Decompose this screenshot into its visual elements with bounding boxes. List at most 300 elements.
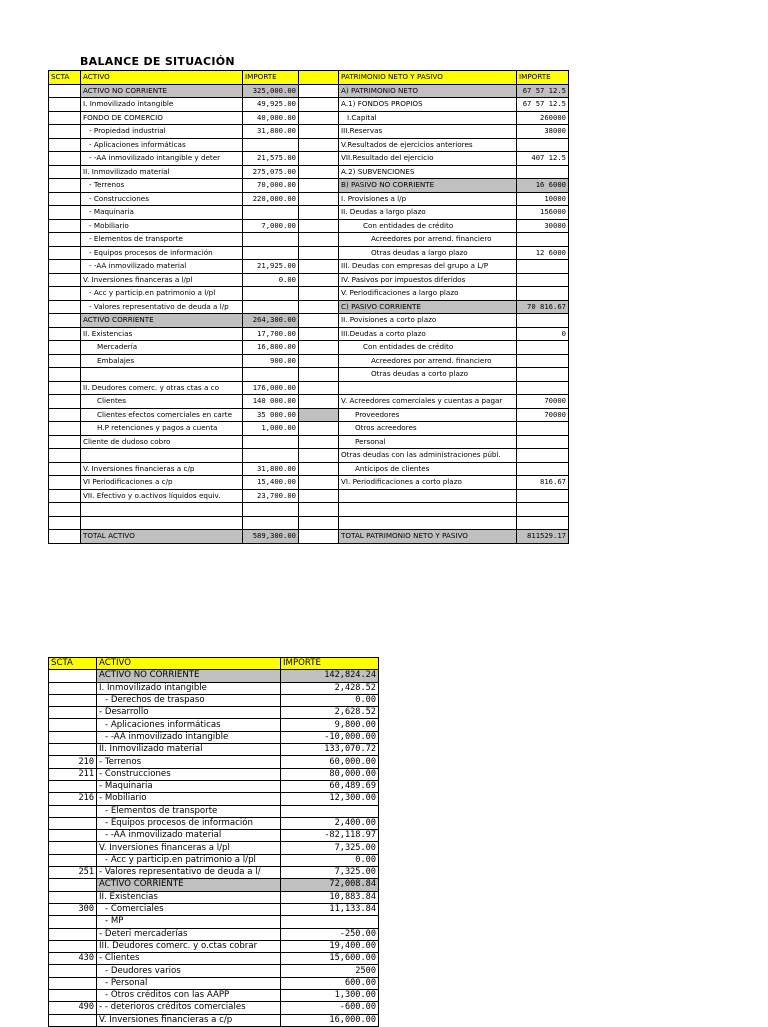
page-title: BALANCE DE SITUACIÓN bbox=[80, 55, 235, 68]
spacer-cell bbox=[299, 111, 339, 125]
pasivo-label: Otras deudas a corto plazo bbox=[339, 368, 517, 382]
table-row bbox=[49, 246, 569, 260]
pasivo-amount bbox=[517, 273, 569, 287]
activo-label: - Deudores varios bbox=[97, 965, 281, 977]
activo-label: - -AA inmovilizado intangible bbox=[97, 731, 281, 743]
scta-cell bbox=[49, 246, 81, 260]
pasivo-amount: 816.67 bbox=[517, 476, 569, 490]
pasivo-amount: 10000 bbox=[517, 192, 569, 206]
header-importe-activo: IMPORTE bbox=[243, 71, 299, 85]
table-row bbox=[49, 916, 379, 928]
spacer-cell bbox=[299, 260, 339, 274]
scta-cell bbox=[49, 273, 81, 287]
spacer-cell bbox=[299, 408, 339, 422]
table-row bbox=[49, 965, 379, 977]
activo-label: I. Inmovilizado intangible bbox=[97, 682, 281, 694]
pasivo-amount bbox=[517, 489, 569, 503]
activo-amount: 275,075.00 bbox=[243, 165, 299, 179]
activo-amount bbox=[243, 287, 299, 301]
activo-amount: 9,800.00 bbox=[281, 719, 379, 731]
table-row bbox=[49, 341, 569, 355]
activo-amount: 31,800.00 bbox=[243, 462, 299, 476]
pasivo-amount bbox=[517, 435, 569, 449]
activo-label: - Aplicaciones informáticas bbox=[97, 719, 281, 731]
activo-label: - Construcciones bbox=[97, 768, 281, 780]
activo-amount: 140 000.00 bbox=[243, 395, 299, 409]
table-row bbox=[49, 977, 379, 989]
pasivo-label: I. Provisiones a l/p bbox=[339, 192, 517, 206]
scta-cell bbox=[49, 476, 81, 490]
activo-label: - Comerciales bbox=[97, 903, 281, 915]
scta-code bbox=[49, 707, 97, 719]
pasivo-label: Anticipos de clientes bbox=[339, 462, 517, 476]
header-activo: ACTIVO bbox=[97, 658, 281, 670]
activo-amount bbox=[243, 503, 299, 517]
activo-label: V. Inversiones financieras a c/p bbox=[97, 1014, 281, 1026]
activo-label: III. Deudores comerc. y o.ctas cobrar bbox=[97, 940, 281, 952]
pasivo-amount: 811529.17 bbox=[517, 530, 569, 544]
activo-amount: 16,800.00 bbox=[243, 341, 299, 355]
pasivo-label: Personal bbox=[339, 435, 517, 449]
spacer-cell bbox=[299, 246, 339, 260]
pasivo-amount bbox=[517, 287, 569, 301]
pasivo-amount: 12 6000 bbox=[517, 246, 569, 260]
table-row bbox=[49, 179, 569, 193]
activo-label: - Mobiliario bbox=[97, 793, 281, 805]
activo-amount: 142,824.24 bbox=[281, 670, 379, 682]
activo-amount: 35 000.00 bbox=[243, 408, 299, 422]
table-row bbox=[49, 368, 569, 382]
activo-label: - Equipos procesos de información bbox=[97, 817, 281, 829]
activo-label: - Equipos procesos de información bbox=[81, 246, 243, 260]
table-row bbox=[49, 1014, 379, 1026]
scta-code bbox=[49, 731, 97, 743]
activo-label: - -AA inmovilizado material bbox=[81, 260, 243, 274]
table-row bbox=[49, 867, 379, 879]
scta-cell bbox=[49, 395, 81, 409]
scta-cell bbox=[49, 206, 81, 220]
spacer-cell bbox=[299, 476, 339, 490]
activo-label: - Propiedad industrial bbox=[81, 125, 243, 139]
pasivo-amount: 67 57 12.5 bbox=[517, 98, 569, 112]
activo-label: V. Inversiones financieras a c/p bbox=[81, 462, 243, 476]
activo-label: - Otros créditos con las AAPP bbox=[97, 990, 281, 1002]
scta-code bbox=[49, 891, 97, 903]
pasivo-amount bbox=[517, 503, 569, 517]
scta-cell bbox=[49, 179, 81, 193]
scta-cell bbox=[49, 449, 81, 463]
scta-cell bbox=[49, 84, 81, 98]
pasivo-label: Otras deudas con las administraciones públ. bbox=[339, 449, 517, 463]
scta-code bbox=[49, 719, 97, 731]
table-row bbox=[49, 111, 569, 125]
activo-amount: 70,000.00 bbox=[243, 179, 299, 193]
spacer-cell bbox=[299, 233, 339, 247]
activo-amount: 19,400.00 bbox=[281, 940, 379, 952]
table-row bbox=[49, 953, 379, 965]
scta-code bbox=[49, 670, 97, 682]
table-row bbox=[49, 670, 379, 682]
scta-cell bbox=[49, 341, 81, 355]
scta-code bbox=[49, 817, 97, 829]
table-row bbox=[49, 476, 569, 490]
activo-label: ACTIVO NO CORRIENTE bbox=[81, 84, 243, 98]
activo-amount: 900.00 bbox=[243, 354, 299, 368]
table-row bbox=[49, 84, 569, 98]
scta-cell bbox=[49, 219, 81, 233]
activo-amount: 589,300.00 bbox=[243, 530, 299, 544]
activo-amount: 7,325.00 bbox=[281, 842, 379, 854]
pasivo-amount bbox=[517, 381, 569, 395]
pasivo-label: VI. Periodificaciones a corto plazo bbox=[339, 476, 517, 490]
table-row bbox=[49, 830, 379, 842]
pasivo-label: Proveedores bbox=[339, 408, 517, 422]
activo-amount: 49,925.00 bbox=[243, 98, 299, 112]
activo-label: - Mobiliario bbox=[81, 219, 243, 233]
activo-label: - Deteri mercaderías bbox=[97, 928, 281, 940]
activo-amount bbox=[243, 300, 299, 314]
scta-code bbox=[49, 830, 97, 842]
pasivo-label: Otras deudas a largo plazo bbox=[339, 246, 517, 260]
spacer-cell bbox=[299, 138, 339, 152]
activo-label: FONDO DE COMERCIO bbox=[81, 111, 243, 125]
table-row bbox=[49, 287, 569, 301]
spacer-cell bbox=[299, 327, 339, 341]
activo-label: - Desarrollo bbox=[97, 707, 281, 719]
table-row bbox=[49, 719, 379, 731]
activo-label: ACTIVO NO CORRIENTE bbox=[97, 670, 281, 682]
table-row bbox=[49, 768, 379, 780]
pasivo-amount: 407 12.5 bbox=[517, 152, 569, 166]
activo-detail-table bbox=[48, 657, 379, 1027]
spacer-cell bbox=[299, 165, 339, 179]
spacer-cell bbox=[299, 179, 339, 193]
activo-label: VI Periodificaciones a c/p bbox=[81, 476, 243, 490]
table-row bbox=[49, 817, 379, 829]
spacer-cell bbox=[299, 273, 339, 287]
pasivo-amount bbox=[517, 260, 569, 274]
pasivo-label bbox=[339, 381, 517, 395]
activo-label: - Valores representativo de deuda a l/ bbox=[97, 867, 281, 879]
table-row bbox=[49, 422, 569, 436]
pasivo-amount: 67 57 12.5 bbox=[517, 84, 569, 98]
activo-amount: 7,325.00 bbox=[281, 867, 379, 879]
activo-label bbox=[81, 449, 243, 463]
pasivo-amount: 260000 bbox=[517, 111, 569, 125]
activo-amount: 1,000.00 bbox=[243, 422, 299, 436]
activo-label bbox=[81, 516, 243, 530]
scta-code bbox=[49, 879, 97, 891]
pasivo-label: V. Acreedores comerciales y cuentas a pagar bbox=[339, 395, 517, 409]
pasivo-label: I.Capital bbox=[339, 111, 517, 125]
pasivo-label: III.Reservas bbox=[339, 125, 517, 139]
scta-cell bbox=[49, 530, 81, 544]
spacer-cell bbox=[299, 125, 339, 139]
scta-cell bbox=[49, 300, 81, 314]
pasivo-amount bbox=[517, 165, 569, 179]
activo-label: - Valores representativo de deuda a l/p bbox=[81, 300, 243, 314]
activo-amount bbox=[243, 233, 299, 247]
pasivo-label: B) PASIVO NO CORRIENTE bbox=[339, 179, 517, 193]
activo-amount: 10,883.84 bbox=[281, 891, 379, 903]
activo-label: - -AA inmovilizado material bbox=[97, 830, 281, 842]
pasivo-amount bbox=[517, 138, 569, 152]
scta-cell bbox=[49, 138, 81, 152]
pasivo-label: II. Povisiones a corto plazo bbox=[339, 314, 517, 328]
pasivo-amount: 70 816.67 bbox=[517, 300, 569, 314]
activo-label: - Derechos de traspaso bbox=[97, 694, 281, 706]
spacer-cell bbox=[299, 300, 339, 314]
scta-code: 300 bbox=[49, 903, 97, 915]
activo-amount: 0.00 bbox=[243, 273, 299, 287]
spacer-cell bbox=[299, 84, 339, 98]
activo-label: - MP bbox=[97, 916, 281, 928]
activo-amount: 325,000.00 bbox=[243, 84, 299, 98]
table-row bbox=[49, 903, 379, 915]
spacer-cell bbox=[299, 206, 339, 220]
table-row bbox=[49, 990, 379, 1002]
activo-amount: 264,300.00 bbox=[243, 314, 299, 328]
scta-cell bbox=[49, 165, 81, 179]
table-row bbox=[49, 354, 569, 368]
table-header-row bbox=[49, 658, 379, 670]
spacer-cell bbox=[299, 503, 339, 517]
table-row bbox=[49, 125, 569, 139]
scta-cell bbox=[49, 314, 81, 328]
activo-amount bbox=[243, 449, 299, 463]
scta-cell bbox=[49, 111, 81, 125]
pasivo-amount: 38000 bbox=[517, 125, 569, 139]
spacer-cell bbox=[299, 435, 339, 449]
table-header-row bbox=[49, 71, 569, 85]
activo-label: V. Inversiones financeras a l/pl bbox=[97, 842, 281, 854]
activo-label: Clientes bbox=[81, 395, 243, 409]
activo-amount: 1,300.00 bbox=[281, 990, 379, 1002]
pasivo-label bbox=[339, 516, 517, 530]
pasivo-label: C) PASIVO CORRIENTE bbox=[339, 300, 517, 314]
pasivo-amount: 70000 bbox=[517, 408, 569, 422]
activo-amount: 2,428.52 bbox=[281, 682, 379, 694]
spacer-cell bbox=[299, 381, 339, 395]
pasivo-amount bbox=[517, 341, 569, 355]
scta-cell bbox=[49, 422, 81, 436]
scta-cell bbox=[49, 327, 81, 341]
pasivo-amount bbox=[517, 422, 569, 436]
activo-amount: 7,000.00 bbox=[243, 219, 299, 233]
activo-label: - Personal bbox=[97, 977, 281, 989]
activo-label: - Elementos de transporte bbox=[97, 805, 281, 817]
activo-label: V. Inversiones financeras a l/pl bbox=[81, 273, 243, 287]
activo-amount: 16,000.00 bbox=[281, 1014, 379, 1026]
activo-label: II. Existencias bbox=[97, 891, 281, 903]
activo-label: - Construcciones bbox=[81, 192, 243, 206]
table-row bbox=[49, 449, 569, 463]
spacer-cell bbox=[299, 192, 339, 206]
table-row bbox=[49, 381, 569, 395]
scta-cell bbox=[49, 192, 81, 206]
scta-code bbox=[49, 842, 97, 854]
table-row bbox=[49, 842, 379, 854]
table-row bbox=[49, 793, 379, 805]
table-row bbox=[49, 462, 569, 476]
activo-label: II. Deudores comerc. y otras ctas a co bbox=[81, 381, 243, 395]
activo-label bbox=[81, 503, 243, 517]
activo-label: - Acc y particip.en patrimonio a l/pl bbox=[97, 854, 281, 866]
pasivo-label: Con entidades de crédito bbox=[339, 341, 517, 355]
pasivo-amount bbox=[517, 449, 569, 463]
activo-label: I. Inmovilizado intangible bbox=[81, 98, 243, 112]
table-row bbox=[49, 530, 569, 544]
table-row bbox=[49, 98, 569, 112]
pasivo-label: A.1) FONDOS PROPIOS bbox=[339, 98, 517, 112]
table-row bbox=[49, 694, 379, 706]
activo-amount: 15,400.00 bbox=[243, 476, 299, 490]
scta-cell bbox=[49, 381, 81, 395]
pasivo-label: III.Deudas a corto plazo bbox=[339, 327, 517, 341]
activo-label: - Maquinaria bbox=[97, 780, 281, 792]
header-importe: IMPORTE bbox=[281, 658, 379, 670]
activo-amount: 0.00 bbox=[281, 694, 379, 706]
activo-amount bbox=[243, 246, 299, 260]
table-row bbox=[49, 1002, 379, 1014]
activo-amount bbox=[243, 435, 299, 449]
activo-amount: 2500 bbox=[281, 965, 379, 977]
scta-code bbox=[49, 977, 97, 989]
activo-amount: 0.00 bbox=[281, 854, 379, 866]
activo-label: - Terrenos bbox=[81, 179, 243, 193]
table-row bbox=[49, 408, 569, 422]
spacer-cell bbox=[299, 462, 339, 476]
table-row bbox=[49, 260, 569, 274]
scta-cell bbox=[49, 152, 81, 166]
scta-cell bbox=[49, 435, 81, 449]
activo-amount: 133,070.72 bbox=[281, 744, 379, 756]
activo-label: - -AA inmovilizado intangible y deter bbox=[81, 152, 243, 166]
spacer-cell bbox=[299, 530, 339, 544]
table-row bbox=[49, 165, 569, 179]
pasivo-label: A.2) SUBVENCIONES bbox=[339, 165, 517, 179]
pasivo-amount: 30000 bbox=[517, 219, 569, 233]
table-row bbox=[49, 805, 379, 817]
table-row bbox=[49, 756, 379, 768]
spacer-cell bbox=[299, 341, 339, 355]
activo-label: Clientes efectos comerciales en carte bbox=[81, 408, 243, 422]
table-row bbox=[49, 192, 569, 206]
table-row bbox=[49, 435, 569, 449]
scta-code bbox=[49, 682, 97, 694]
activo-amount bbox=[243, 206, 299, 220]
pasivo-amount bbox=[517, 354, 569, 368]
activo-amount: 40,000.00 bbox=[243, 111, 299, 125]
scta-cell bbox=[49, 287, 81, 301]
table-row bbox=[49, 219, 569, 233]
spacer-cell bbox=[299, 368, 339, 382]
pasivo-amount: 70000 bbox=[517, 395, 569, 409]
activo-amount: 2,628.52 bbox=[281, 707, 379, 719]
activo-amount: 21,575.00 bbox=[243, 152, 299, 166]
scta-code bbox=[49, 780, 97, 792]
activo-amount: 2,400.00 bbox=[281, 817, 379, 829]
pasivo-amount bbox=[517, 233, 569, 247]
activo-label: ACTIVO CORRIENTE bbox=[97, 879, 281, 891]
scta-code bbox=[49, 1014, 97, 1026]
pasivo-label: V.Resultados de ejercicios anteriores bbox=[339, 138, 517, 152]
activo-amount: 80,000.00 bbox=[281, 768, 379, 780]
spacer-cell bbox=[299, 152, 339, 166]
pasivo-label: A) PATRIMONIO NETO bbox=[339, 84, 517, 98]
activo-label: Cliente de dudoso cobro bbox=[81, 435, 243, 449]
activo-label: II. Inmovilizado material bbox=[81, 165, 243, 179]
activo-label: - Acc y particip.en patrimonio a l/pl bbox=[81, 287, 243, 301]
table-row bbox=[49, 744, 379, 756]
activo-amount: 11,133.84 bbox=[281, 903, 379, 915]
table-row bbox=[49, 206, 569, 220]
activo-amount: 15,600.00 bbox=[281, 953, 379, 965]
scta-cell bbox=[49, 233, 81, 247]
table-row bbox=[49, 516, 569, 530]
scta-cell bbox=[49, 368, 81, 382]
activo-label: - Aplicaciones informáticas bbox=[81, 138, 243, 152]
pasivo-amount bbox=[517, 314, 569, 328]
activo-amount: 72,008.84 bbox=[281, 879, 379, 891]
pasivo-label: Otros acreedores bbox=[339, 422, 517, 436]
table-row bbox=[49, 300, 569, 314]
activo-label: - Maquinaria bbox=[81, 206, 243, 220]
table-row bbox=[49, 879, 379, 891]
activo-amount: -82,118.97 bbox=[281, 830, 379, 842]
activo-amount: 23,700.00 bbox=[243, 489, 299, 503]
spacer-cell bbox=[299, 516, 339, 530]
activo-label: - Clientes bbox=[97, 953, 281, 965]
pasivo-label: TOTAL PATRIMONIO NETO Y PASIVO bbox=[339, 530, 517, 544]
pasivo-amount: 16 6000 bbox=[517, 179, 569, 193]
spacer-cell bbox=[299, 449, 339, 463]
activo-label: VII. Efectivo y o.activos líquidos equiv. bbox=[81, 489, 243, 503]
scta-code bbox=[49, 854, 97, 866]
pasivo-label: Acreedores por arrend. financiero bbox=[339, 354, 517, 368]
activo-amount: -250.00 bbox=[281, 928, 379, 940]
pasivo-label bbox=[339, 489, 517, 503]
pasivo-label: III. Deudas con empresas del grupo a L/P bbox=[339, 260, 517, 274]
scta-code: 490 bbox=[49, 1002, 97, 1014]
pasivo-label: VII.Resultado del ejercicio bbox=[339, 152, 517, 166]
table-row bbox=[49, 928, 379, 940]
table-row bbox=[49, 395, 569, 409]
activo-amount bbox=[243, 516, 299, 530]
activo-amount: 176,000.00 bbox=[243, 381, 299, 395]
table-row bbox=[49, 854, 379, 866]
activo-label: H.P retenciones y pagos a cuenta bbox=[81, 422, 243, 436]
scta-cell bbox=[49, 462, 81, 476]
pasivo-amount bbox=[517, 462, 569, 476]
activo-label: - - deterioros créditos comerciales bbox=[97, 1002, 281, 1014]
scta-cell bbox=[49, 489, 81, 503]
table-row bbox=[49, 682, 379, 694]
activo-label bbox=[81, 368, 243, 382]
activo-label: Mercadería bbox=[81, 341, 243, 355]
activo-label: - Elementos de transporte bbox=[81, 233, 243, 247]
scta-cell bbox=[49, 516, 81, 530]
table-row bbox=[49, 138, 569, 152]
scta-code bbox=[49, 694, 97, 706]
activo-amount: 21,925.00 bbox=[243, 260, 299, 274]
activo-amount bbox=[281, 916, 379, 928]
activo-amount bbox=[243, 368, 299, 382]
spacer-cell bbox=[299, 395, 339, 409]
pasivo-amount bbox=[517, 368, 569, 382]
header-activo: ACTIVO bbox=[81, 71, 243, 85]
pasivo-label: V. Periodificaciones a largo plazo bbox=[339, 287, 517, 301]
